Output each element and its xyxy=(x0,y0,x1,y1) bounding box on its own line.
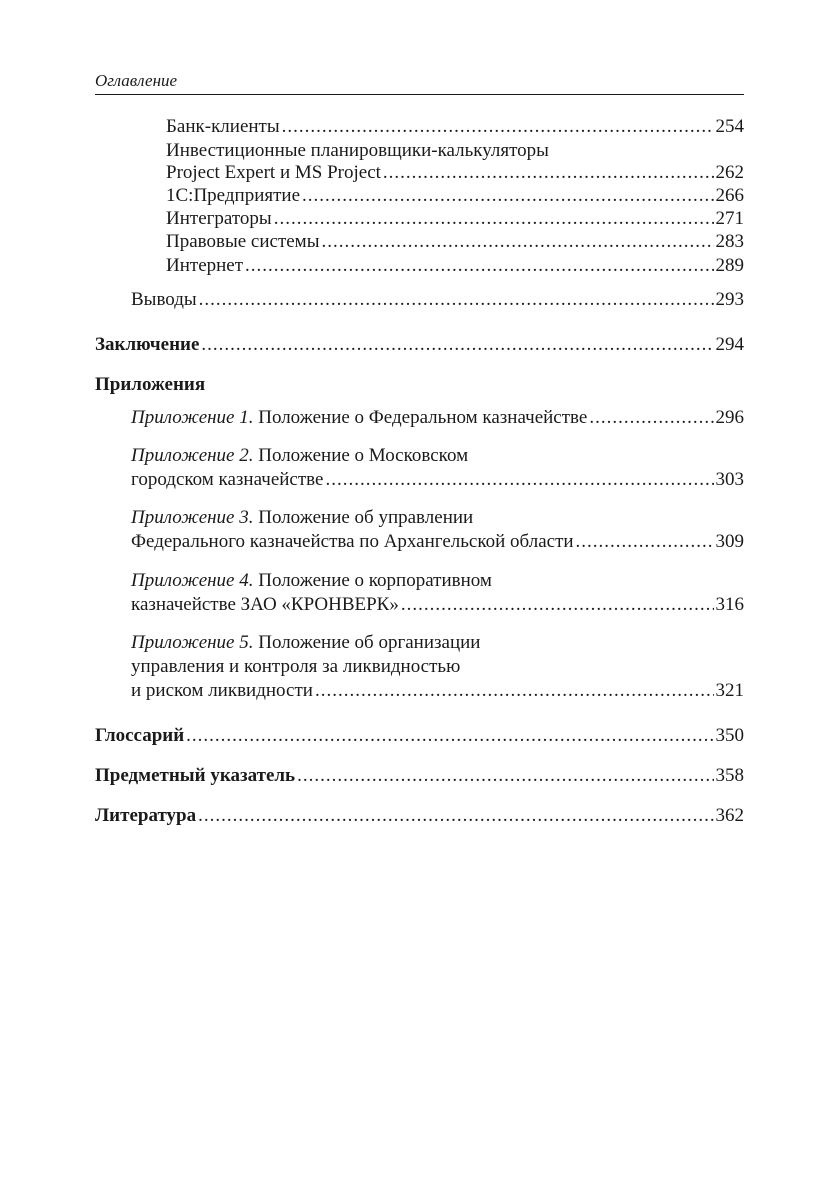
toc-entry-appendix-5[interactable] xyxy=(131,679,744,703)
leader-dots xyxy=(274,207,714,231)
appendix-4-line1 xyxy=(131,569,492,593)
appendix-label: Приложение 2. xyxy=(131,445,254,466)
toc-entry-glossary[interactable] xyxy=(95,724,744,748)
appendices-heading: Приложения xyxy=(95,374,206,395)
appendix-title-cont: Федерального казначейства по Архангельской области xyxy=(131,531,574,552)
toc-entry-page: 266 xyxy=(715,185,744,206)
appendix-2-line1 xyxy=(131,444,468,468)
toc-entry-subject-index[interactable] xyxy=(95,764,744,788)
toc-entry[interactable] xyxy=(166,115,744,139)
toc-entry-page: 254 xyxy=(715,116,744,137)
leader-dots xyxy=(315,679,714,703)
appendix-label: Приложение 4. xyxy=(131,570,254,591)
leader-dots xyxy=(245,254,713,278)
toc-entry-literature[interactable] xyxy=(95,804,744,828)
toc-entry-page: 293 xyxy=(715,289,744,310)
leader-dots xyxy=(321,230,713,254)
toc-entry-appendix-2[interactable] xyxy=(131,468,744,492)
toc-entry-page: 262 xyxy=(715,162,744,183)
appendix-title-cont: и риском ликвидности xyxy=(131,680,313,701)
toc-entry-appendix-3[interactable] xyxy=(131,530,744,554)
appendix-title: Положение о корпоративном xyxy=(253,570,492,591)
toc-entry-title: Предметный указатель xyxy=(95,765,296,786)
leader-dots xyxy=(383,161,714,185)
toc-entry-title: 1С:Предприятие xyxy=(166,185,301,206)
toc-entry-title: Выводы xyxy=(131,289,197,310)
leader-dots xyxy=(199,288,714,312)
toc-entry-title: Глоссарий xyxy=(95,725,185,746)
leader-dots xyxy=(325,468,713,492)
leader-dots xyxy=(297,764,713,788)
toc-entry-title-line1: Инвестиционные планировщики-калькуляторы xyxy=(166,140,549,161)
appendix-3-line1 xyxy=(131,506,473,530)
toc-entry-page: 296 xyxy=(715,407,744,428)
leader-dots xyxy=(201,333,713,357)
toc-entry[interactable] xyxy=(166,207,744,231)
appendix-5-line2: управления и контроля за ликвидностью xyxy=(131,656,461,677)
toc-entry-page: 321 xyxy=(715,680,744,701)
toc-entry-title: Заключение xyxy=(95,334,200,355)
appendix-5-line1 xyxy=(131,631,480,655)
appendix-label: Приложение 1. xyxy=(131,407,254,428)
leader-dots xyxy=(302,184,713,208)
toc-entry-conclusions[interactable] xyxy=(131,288,744,312)
appendix-label: Приложение 3. xyxy=(131,507,254,528)
appendix-title: Положение об управлении xyxy=(253,507,474,528)
toc-entry-page: 316 xyxy=(715,594,744,615)
toc-page xyxy=(95,0,744,1193)
toc-entry-page: 283 xyxy=(715,231,744,252)
leader-dots xyxy=(576,530,714,554)
toc-entry-page: 271 xyxy=(715,208,744,229)
appendix-title: Положение о Московском xyxy=(253,445,469,466)
toc-entry-page: 350 xyxy=(715,725,744,746)
appendix-title: Положение об организации xyxy=(253,632,481,653)
appendix-title-cont: городском казначействе xyxy=(131,469,324,490)
toc-entry-title: Правовые системы xyxy=(166,231,320,252)
toc-entry[interactable] xyxy=(166,230,744,254)
toc-entry-page: 309 xyxy=(715,531,744,552)
leader-dots xyxy=(186,724,713,748)
leader-dots xyxy=(589,406,713,430)
toc-entry-title: Банк-клиенты xyxy=(166,116,280,137)
toc-entry[interactable] xyxy=(166,184,744,208)
leader-dots xyxy=(198,804,713,828)
toc-entry-page: 358 xyxy=(715,765,744,786)
running-head: Оглавление xyxy=(95,68,744,95)
leader-dots xyxy=(401,593,714,617)
appendix-label: Приложение 5. xyxy=(131,632,254,653)
toc-entry[interactable] xyxy=(166,254,744,278)
toc-entry-title: Project Expert и MS Project xyxy=(166,162,381,183)
toc-entry-title: Литература xyxy=(95,805,197,826)
toc-entry-appendix-4[interactable] xyxy=(131,593,744,617)
toc-entry-page: 303 xyxy=(715,469,744,490)
toc-entry-conclusion[interactable] xyxy=(95,333,744,357)
toc-entry-page: 362 xyxy=(715,805,744,826)
toc-entry-page: 289 xyxy=(715,255,744,276)
toc-entry-appendix-1[interactable] xyxy=(131,406,744,430)
appendix-title: Положение о Федеральном казначействе xyxy=(253,407,588,428)
leader-dots xyxy=(282,115,714,139)
appendix-title-cont: казначействе ЗАО «КРОНВЕРК» xyxy=(131,594,399,615)
toc-entry-page: 294 xyxy=(715,334,744,355)
toc-entry[interactable] xyxy=(166,161,744,185)
toc-entry-title: Интеграторы xyxy=(166,208,272,229)
toc-entry-title: Интернет xyxy=(166,255,244,276)
